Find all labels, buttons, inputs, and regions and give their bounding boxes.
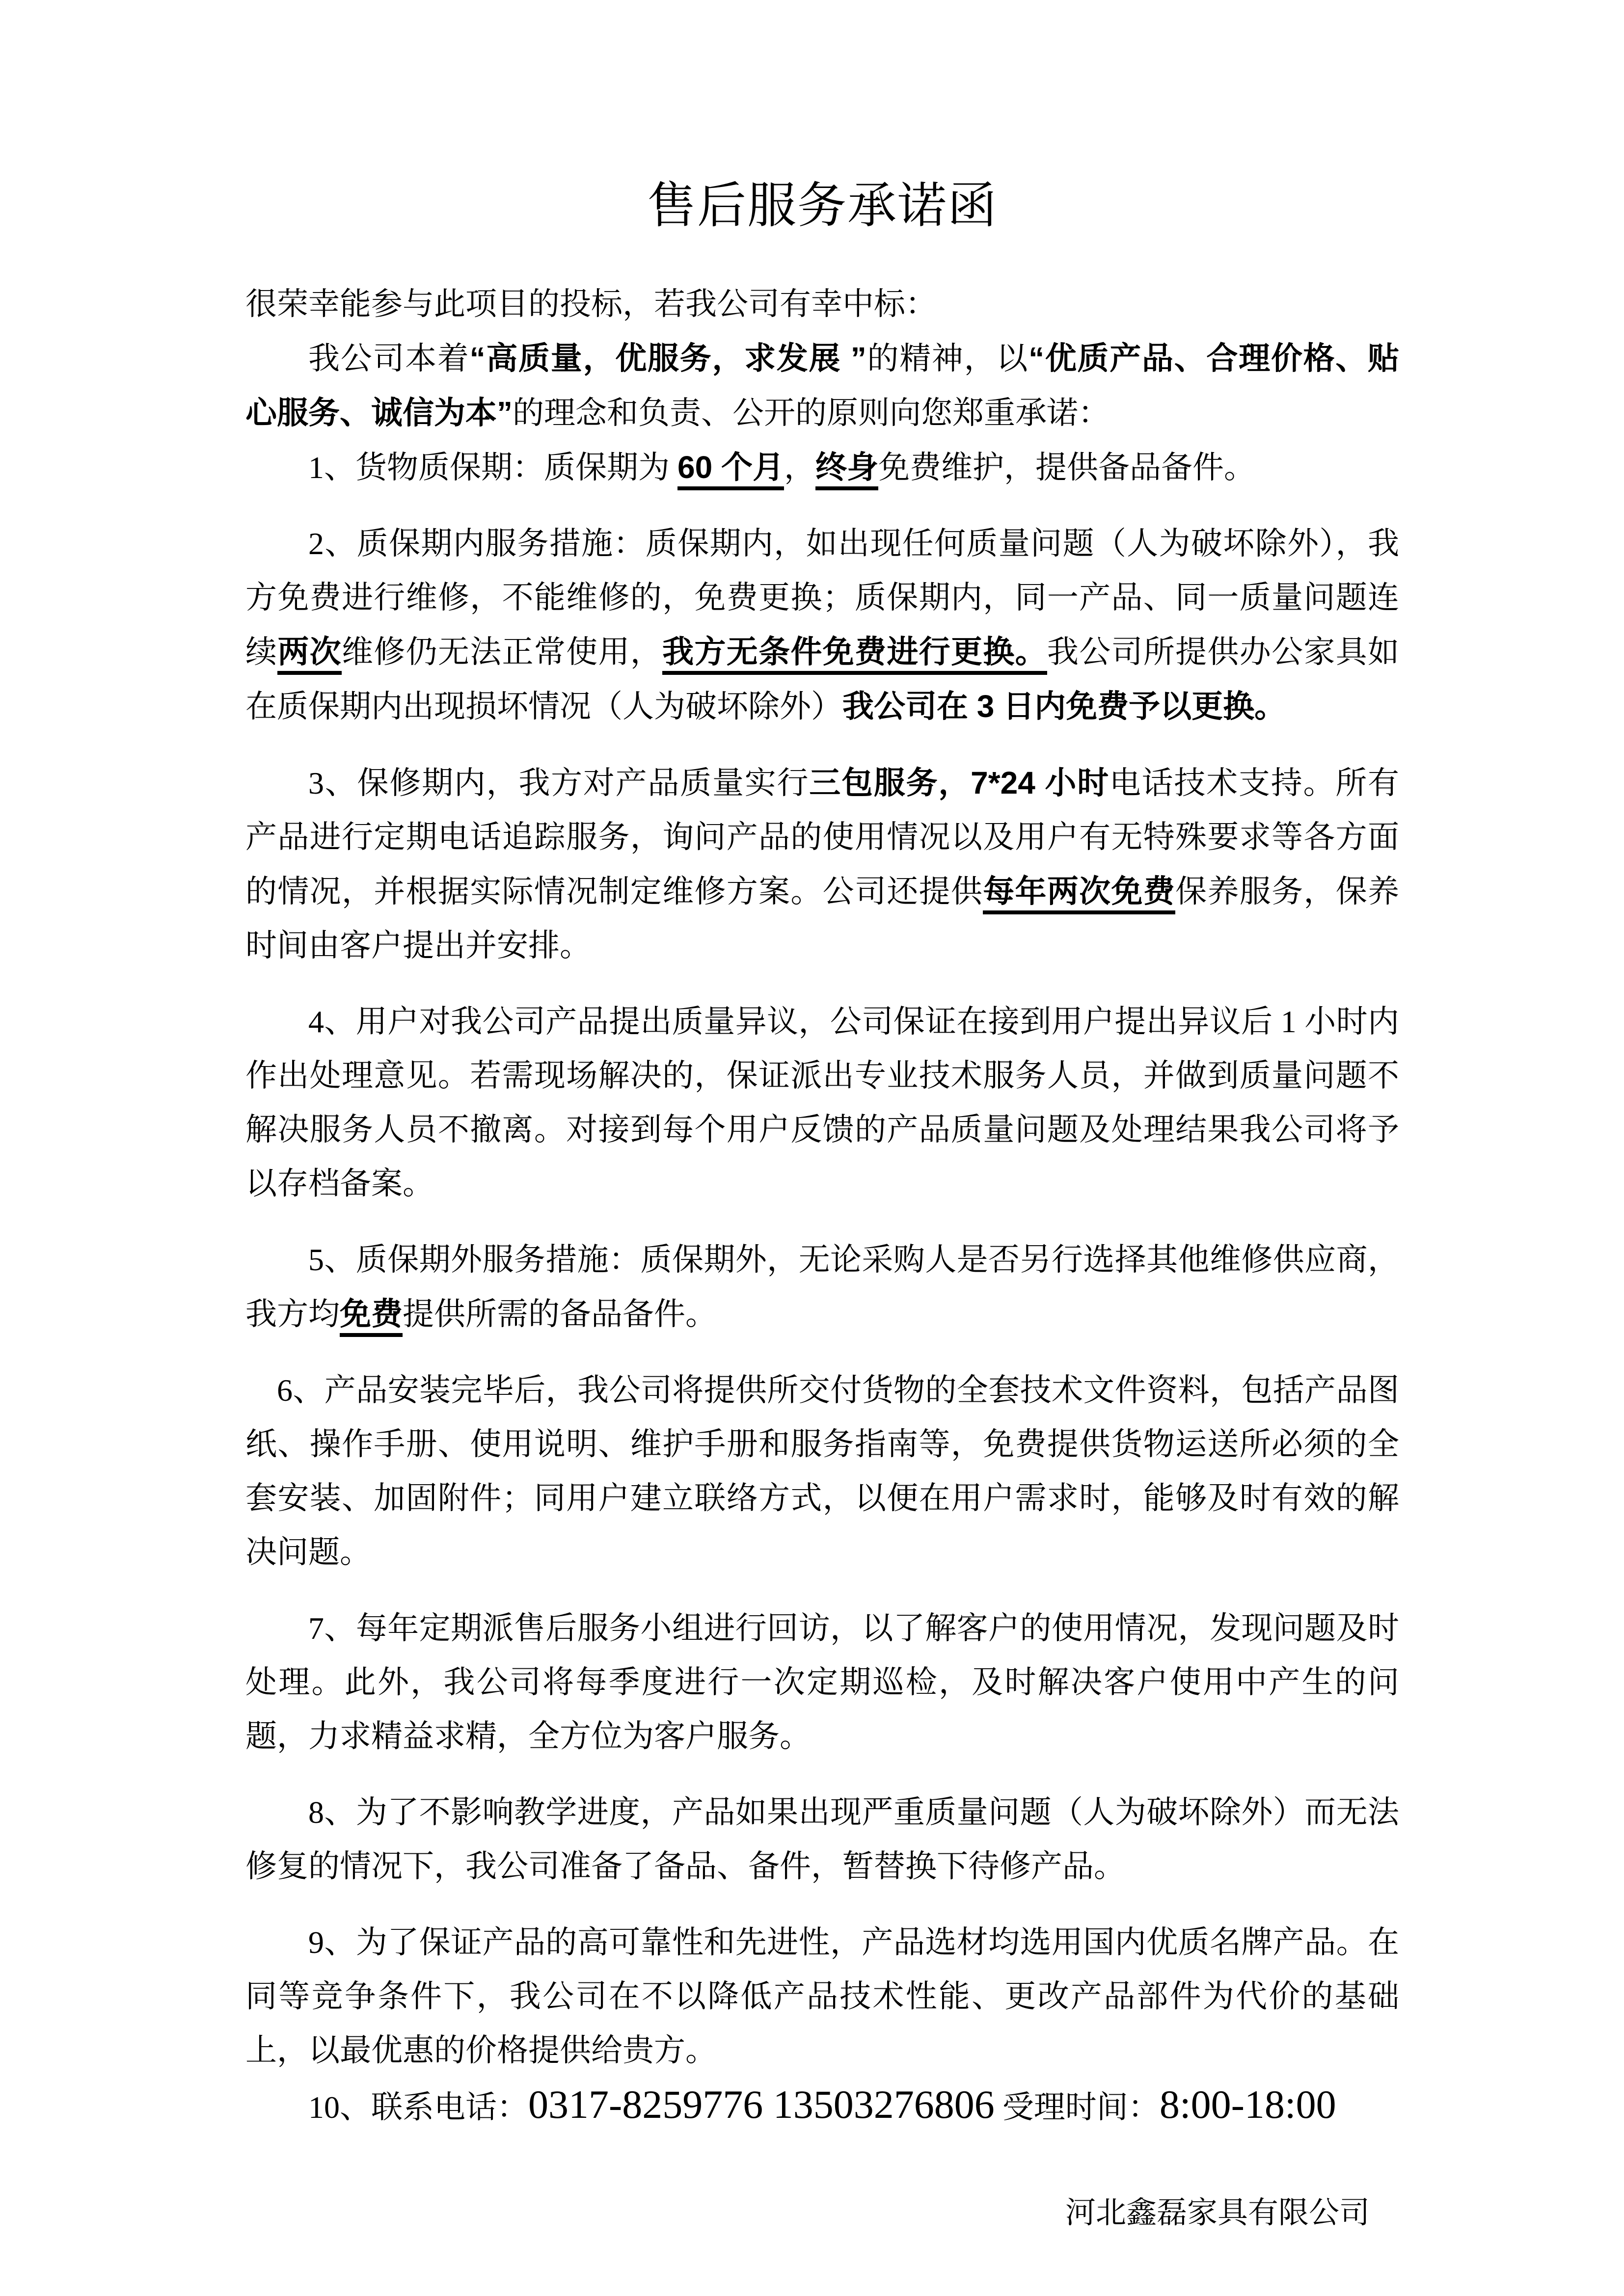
paragraph [245,2078,1399,2135]
text-segment: “高质量，优服务，求发展 ” [469,341,866,376]
text-segment: 的精神，以 [866,341,1029,376]
text-segment: 我公司本着 [308,341,470,376]
paragraph [245,1786,1399,1894]
paragraph [245,1602,1399,1763]
text-segment: 的理念和负责、公开的原则向您郑重承诺： [513,396,1110,430]
text-segment: “优质产品、合理价格、贴心服务、诚信为本” [245,341,1400,430]
text-segment: 受理时间： [994,2090,1160,2125]
text-segment: 免费 [340,1296,403,1337]
text-segment: 0317-8259776 13503276806 [528,2082,995,2127]
text-segment: 终身 [815,450,878,490]
text-segment: 4、用户对我公司产品提出质量异议，公司保证在接到用户提出异议后 1 小时内作出处理意见。若需现场解决的，保证派出专业技术服务人员，并做到质量问题不解决服务人员不撤离。对接到每个用户反馈的产品质量问题及处理结果我公司将予以存档备案。 [245,1004,1399,1201]
company-signature: 河北鑫磊家具有限公司 [1065,2196,1370,2230]
document-body [245,277,1399,2135]
text-segment: 每年两次免费 [983,874,1175,914]
paragraph [245,1363,1399,1579]
paragraph [245,517,1399,734]
text-segment: 电话技术支持。所有产品进行定期电话追踪服务，询问产品的使用情况以及用户有无特殊要求等各方面的情况，并根据实际情况制定维修方案。公司还提供 [245,766,1400,909]
document-title: 售后服务承诺函 [647,179,998,233]
paragraph [245,331,1399,440]
text-segment: 1、货物质保期：质保期为 [308,450,677,485]
paragraph [245,1916,1399,2078]
text-segment: 很荣幸能参与此项目的投标，若我公司有幸中标： [245,287,937,321]
text-segment: 两次 [277,634,342,675]
text-segment: ， [784,450,815,485]
paragraph [245,440,1399,495]
text-segment: 我公司在 3 日内免费予以更换。 [842,689,1286,724]
paragraph [245,995,1399,1211]
text-segment: 免费维护，提供备品备件。 [878,450,1255,485]
paragraph [245,277,1399,331]
text-segment: 10、联系电话： [308,2090,528,2125]
paragraph [245,756,1399,973]
text-segment: 60 个月 [677,450,784,490]
text-segment: 维修仍无法正常使用， [341,635,663,669]
text-segment: 我公司所提供办公家具如在质保期内出现损坏情况（人为破坏除外） [245,635,1400,724]
text-segment: 保养服务，保养时间由客户提出并安排。 [245,874,1400,963]
text-segment: 9、为了保证产品的高可靠性和先进性，产品选材均选用国内优质名牌产品。在同等竞争条件下，我公司在不以降低产品技术性能、更改产品部件为代价的基础上，以最优惠的价格提供给贵方。 [245,1925,1399,2068]
text-segment: 提供所需的备品备件。 [403,1297,717,1332]
text-segment: 8、为了不影响教学进度，产品如果出现严重质量问题（人为破坏除外）而无法修复的情况下，我公司准备了备品、备件，暂替换下待修产品。 [245,1795,1399,1884]
text-segment: 2、质保期内服务措施：质保期内，如出现任何质量问题（人为破坏除外），我方免费进行维修，不能维修的，免费更换；质保期内，同一产品、同一质量问题连续 [245,526,1399,669]
paragraph [245,1233,1399,1341]
text-segment: 三包服务，7*24 小时 [809,765,1110,801]
text-segment: 3、保修期内，我方对产品质量实行 [308,766,810,801]
text-segment: 我方无条件免费进行更换。 [662,634,1047,675]
text-segment: 8:00-18:00 [1159,2082,1336,2127]
text-segment: 6、产品安装完毕后，我公司将提供所交付货物的全套技术文件资料，包括产品图纸、操作手册、使用说明、维护手册和服务指南等，免费提供货物运送所必须的全套安装、加固附件；同用户建立联络方式，以便在用户需求时，能够及时有效的解决问题。 [245,1373,1399,1570]
text-segment: 5、质保期外服务措施：质保期外，无论采购人是否另行选择其他维修供应商，我方均 [245,1242,1399,1332]
text-segment: 7、每年定期派售后服务小组进行回访，以了解客户的使用情况，发现问题及时处理。此外，我公司将每季度进行一次定期巡检，及时解决客户使用中产生的问题，力求精益求精，全方位为客户服务。 [245,1611,1399,1754]
